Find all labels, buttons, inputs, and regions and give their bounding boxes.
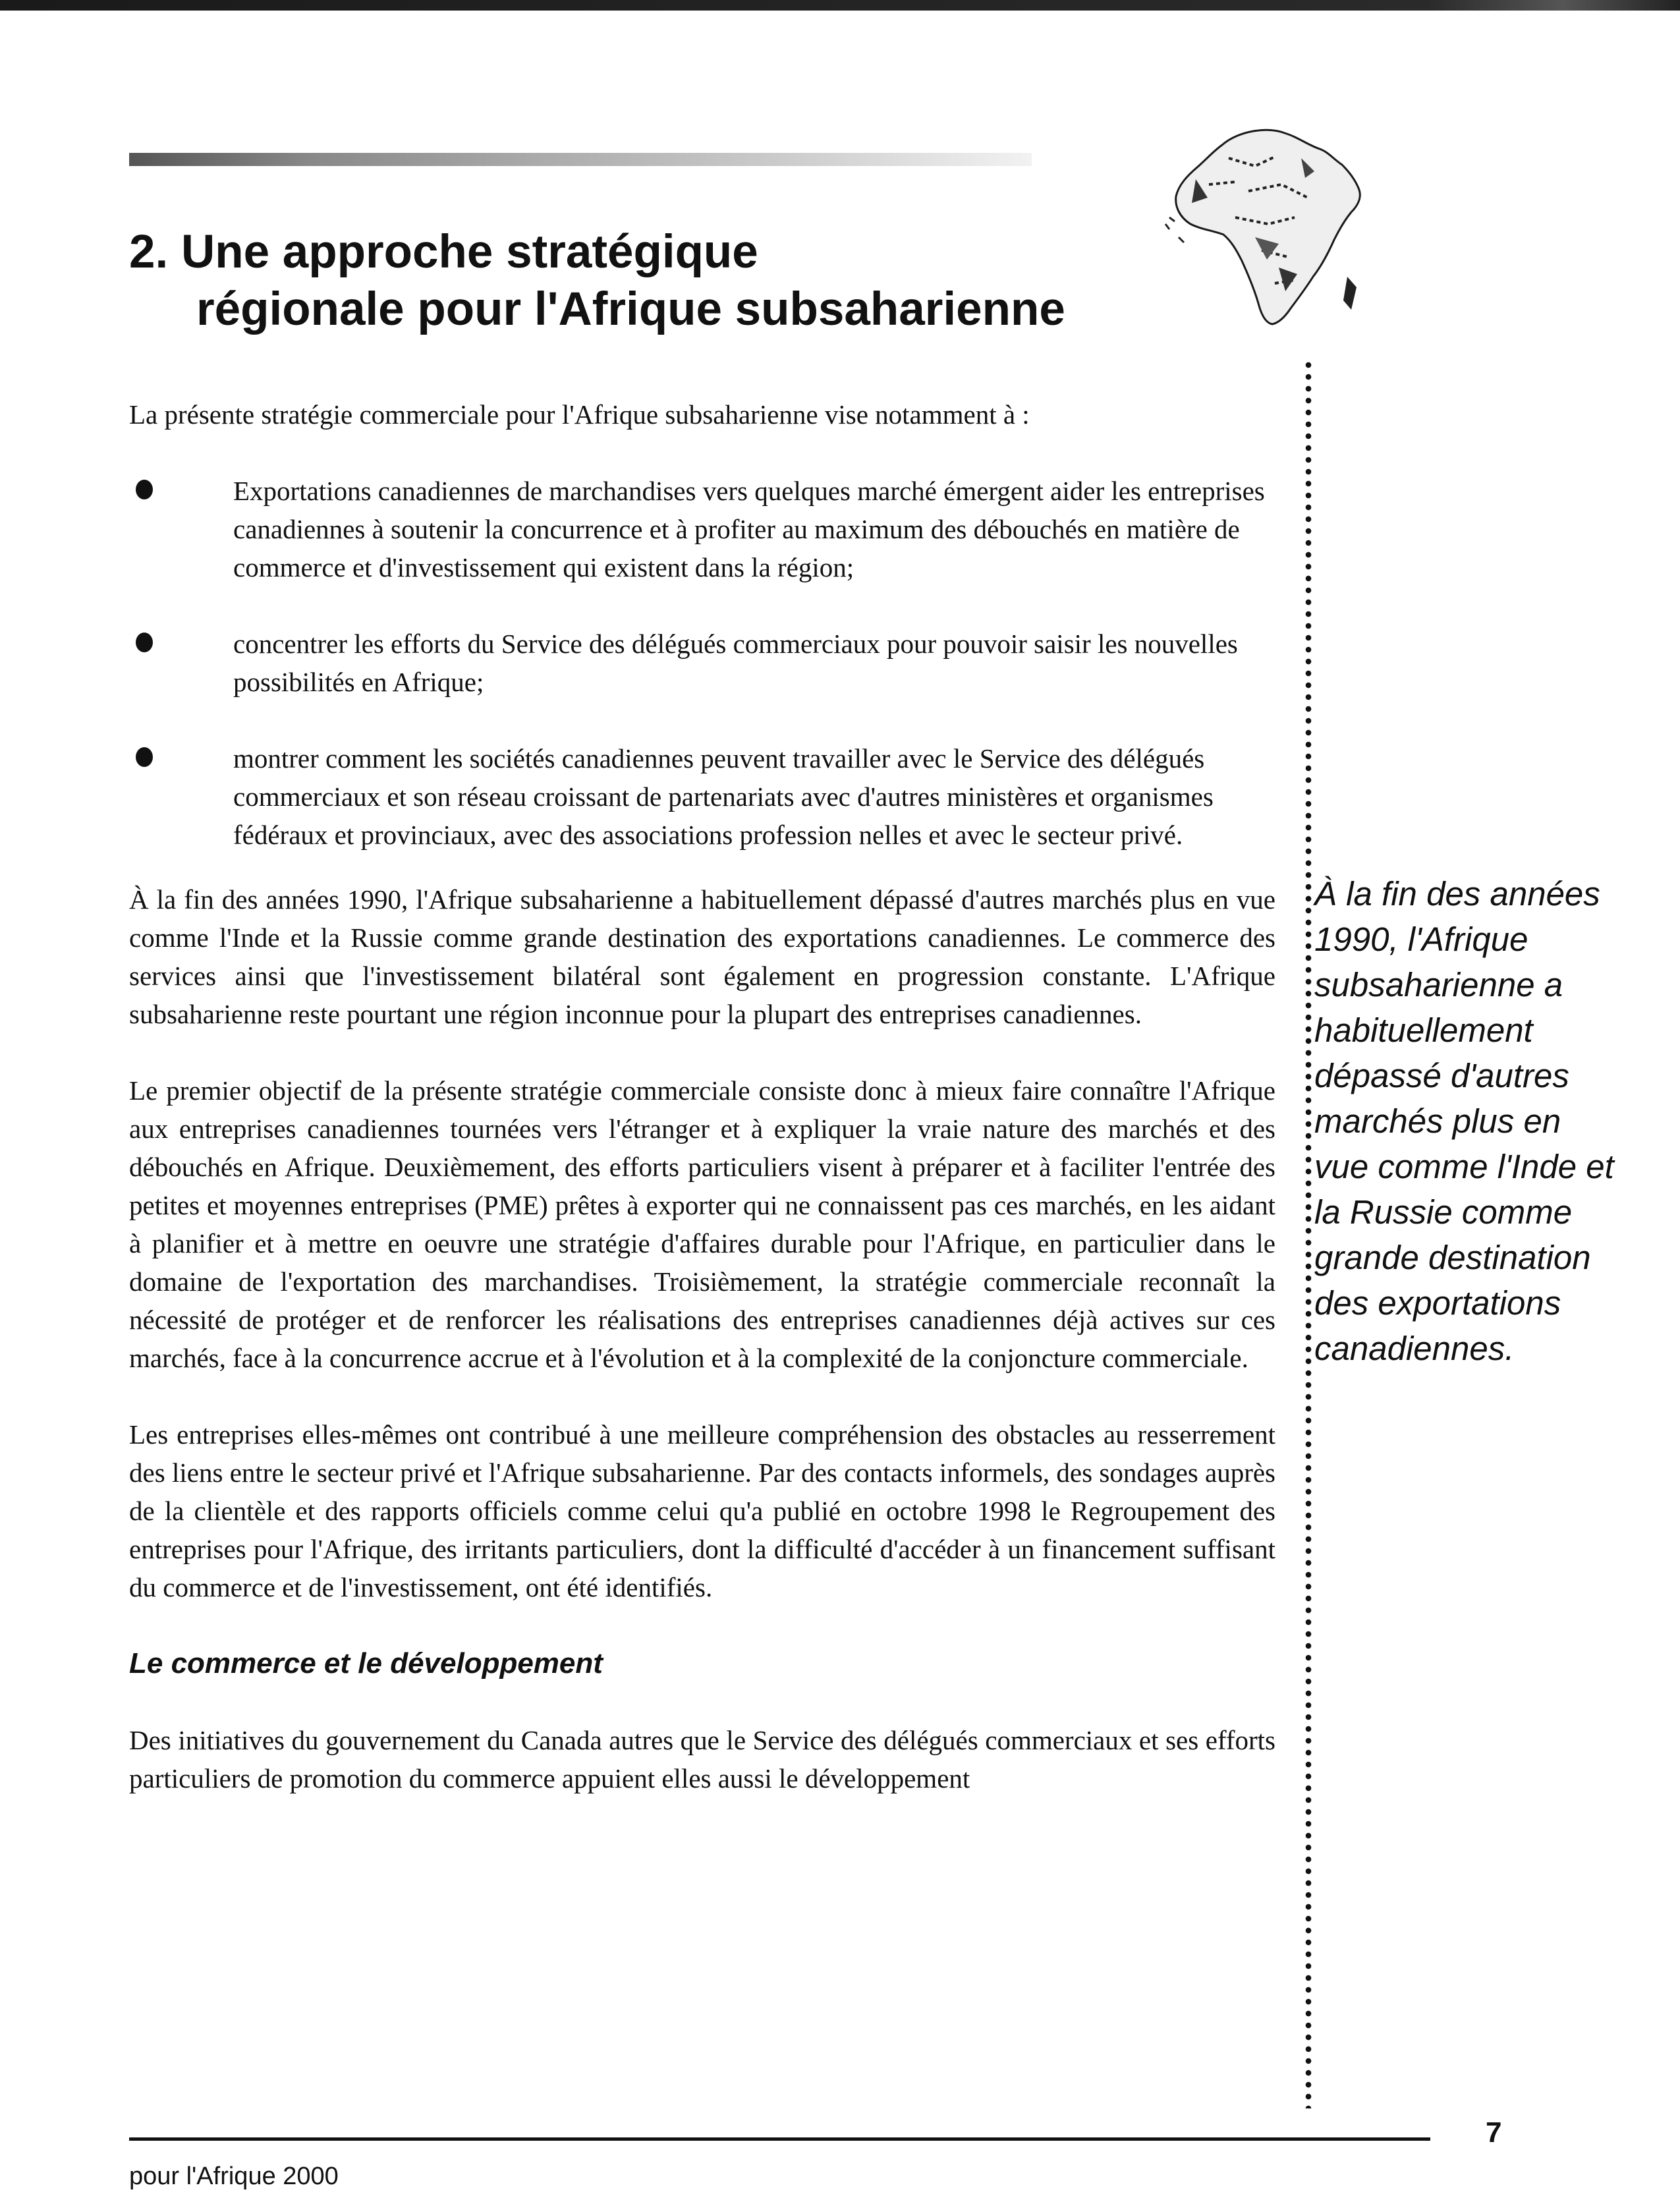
intro-paragraph: La présente stratégie commerciale pour l'Afrique subsaharienne vise notamment à : (129, 399, 1030, 430)
body-paragraph: Les entreprises elles-mêmes ont contribué à une meilleure compréhension des obstacles au resserrement des liens entre le secteur privé et l'Afrique subsaharienne. Par des contacts informels, des sondages auprès de la clientèle et des rapports officiels comme celui qu'a publié en octobre 1998 le Regroupement des entreprises pour l'Afrique, des irritants particuliers, dont la difficulté d'accéder à un financement suffisant du commerce et de l'investissement, ont été identifiés. (129, 1419, 1275, 1602)
page-title (129, 224, 1065, 338)
body-paragraph: À la fin des années 1990, l'Afrique subsaharienne a habituellement dépassé d'autres marchés plus en vue comme l'Inde et la Russie comme grande destination des exportations canadiennes. Le commerce des services ainsi que l'investissement bilatéral sont également en progression constante. L'Afrique subsaharienne reste pourtant une région inconnue pour la plupart des entreprises canadiennes. (129, 884, 1275, 1029)
bullet-text: concentrer les efforts du Service des délégués commerciaux pour pouvoir saisir les nouvelles possibilités en Afrique; (233, 629, 1238, 697)
dotted-divider (1304, 359, 1312, 2108)
body-paragraph: Le premier objectif de la présente stratégie commerciale consiste donc à mieux faire connaître l'Afrique aux entreprises canadiennes tournées vers l'étranger et à expliquer la vraie nature des marchés et des débouchés en Afrique. Deuxièmement, des efforts particuliers visent à préparer et à faciliter l'entrée des petites et moyennes entreprises (PME) prêtes à exporter qui ne connaissent pas ces marchés, en les aidant à planifier et à mettre en oeuvre une stratégie d'affaires durable pour l'Afrique, en particulier dans le domaine de l'exportation des marchandises. Troisièmement, la stratégie commerciale reconnaît la nécessité de protéger et de renforcer les réalisations des entreprises canadiennes déjà actives sur ces marchés, face à la concurrence accrue et à l'évolution et à la complexité de la conjoncture commerciale. (129, 1075, 1275, 1373)
title-line-1: 2. Une approche stratégique (129, 226, 758, 278)
africa-map-icon (1150, 119, 1374, 336)
top-rule (0, 0, 1680, 11)
footer-publication: pour l'Afrique 2000 (129, 2162, 339, 2190)
closing-paragraph: Des initiatives du gouvernement du Canada autres que le Service des délégués commerciaux et ses efforts particuliers de promotion du commerce appuient elles aussi le développement (129, 1725, 1275, 1793)
title-line-2: régionale pour l'Afrique subsaharienne (196, 283, 1065, 335)
footer-rule (129, 2137, 1430, 2141)
bullet-text: Exportations canadiennes de marchandises vers quelques marché émergent aider les entreprises canadiennes à soutenir la concurrence et à profiter au maximum des débouchés en matière de commerce et d'investissement qui existent dans la région; (233, 476, 1265, 582)
pull-quote: À la fin des années 1990, l'Afrique subsaharienne a habituellement dépassé d'autres marchés plus en vue comme l'Inde et la Russie comme grande destination des exportations canadiennes. (1314, 875, 1614, 1367)
main-body (129, 395, 1275, 1836)
bullet-item (129, 625, 1275, 701)
title-bar (129, 153, 1032, 166)
bullet-dot-icon (136, 747, 153, 767)
section-subheading: Le commerce et le développement (129, 1647, 603, 1680)
bullet-dot-icon (136, 480, 153, 499)
bullet-dot-icon (136, 633, 153, 652)
bullet-item (129, 472, 1275, 586)
bullet-item (129, 739, 1275, 854)
page-number: 7 (1486, 2116, 1502, 2149)
bullet-text: montrer comment les sociétés canadiennes peuvent travailler avec le Service des délégués commerciaux et son réseau croissant de partenariats avec d'autres ministères et organismes fédéraux et provinciaux, avec des associations profession nelles et avec le secteur privé. (233, 743, 1214, 850)
